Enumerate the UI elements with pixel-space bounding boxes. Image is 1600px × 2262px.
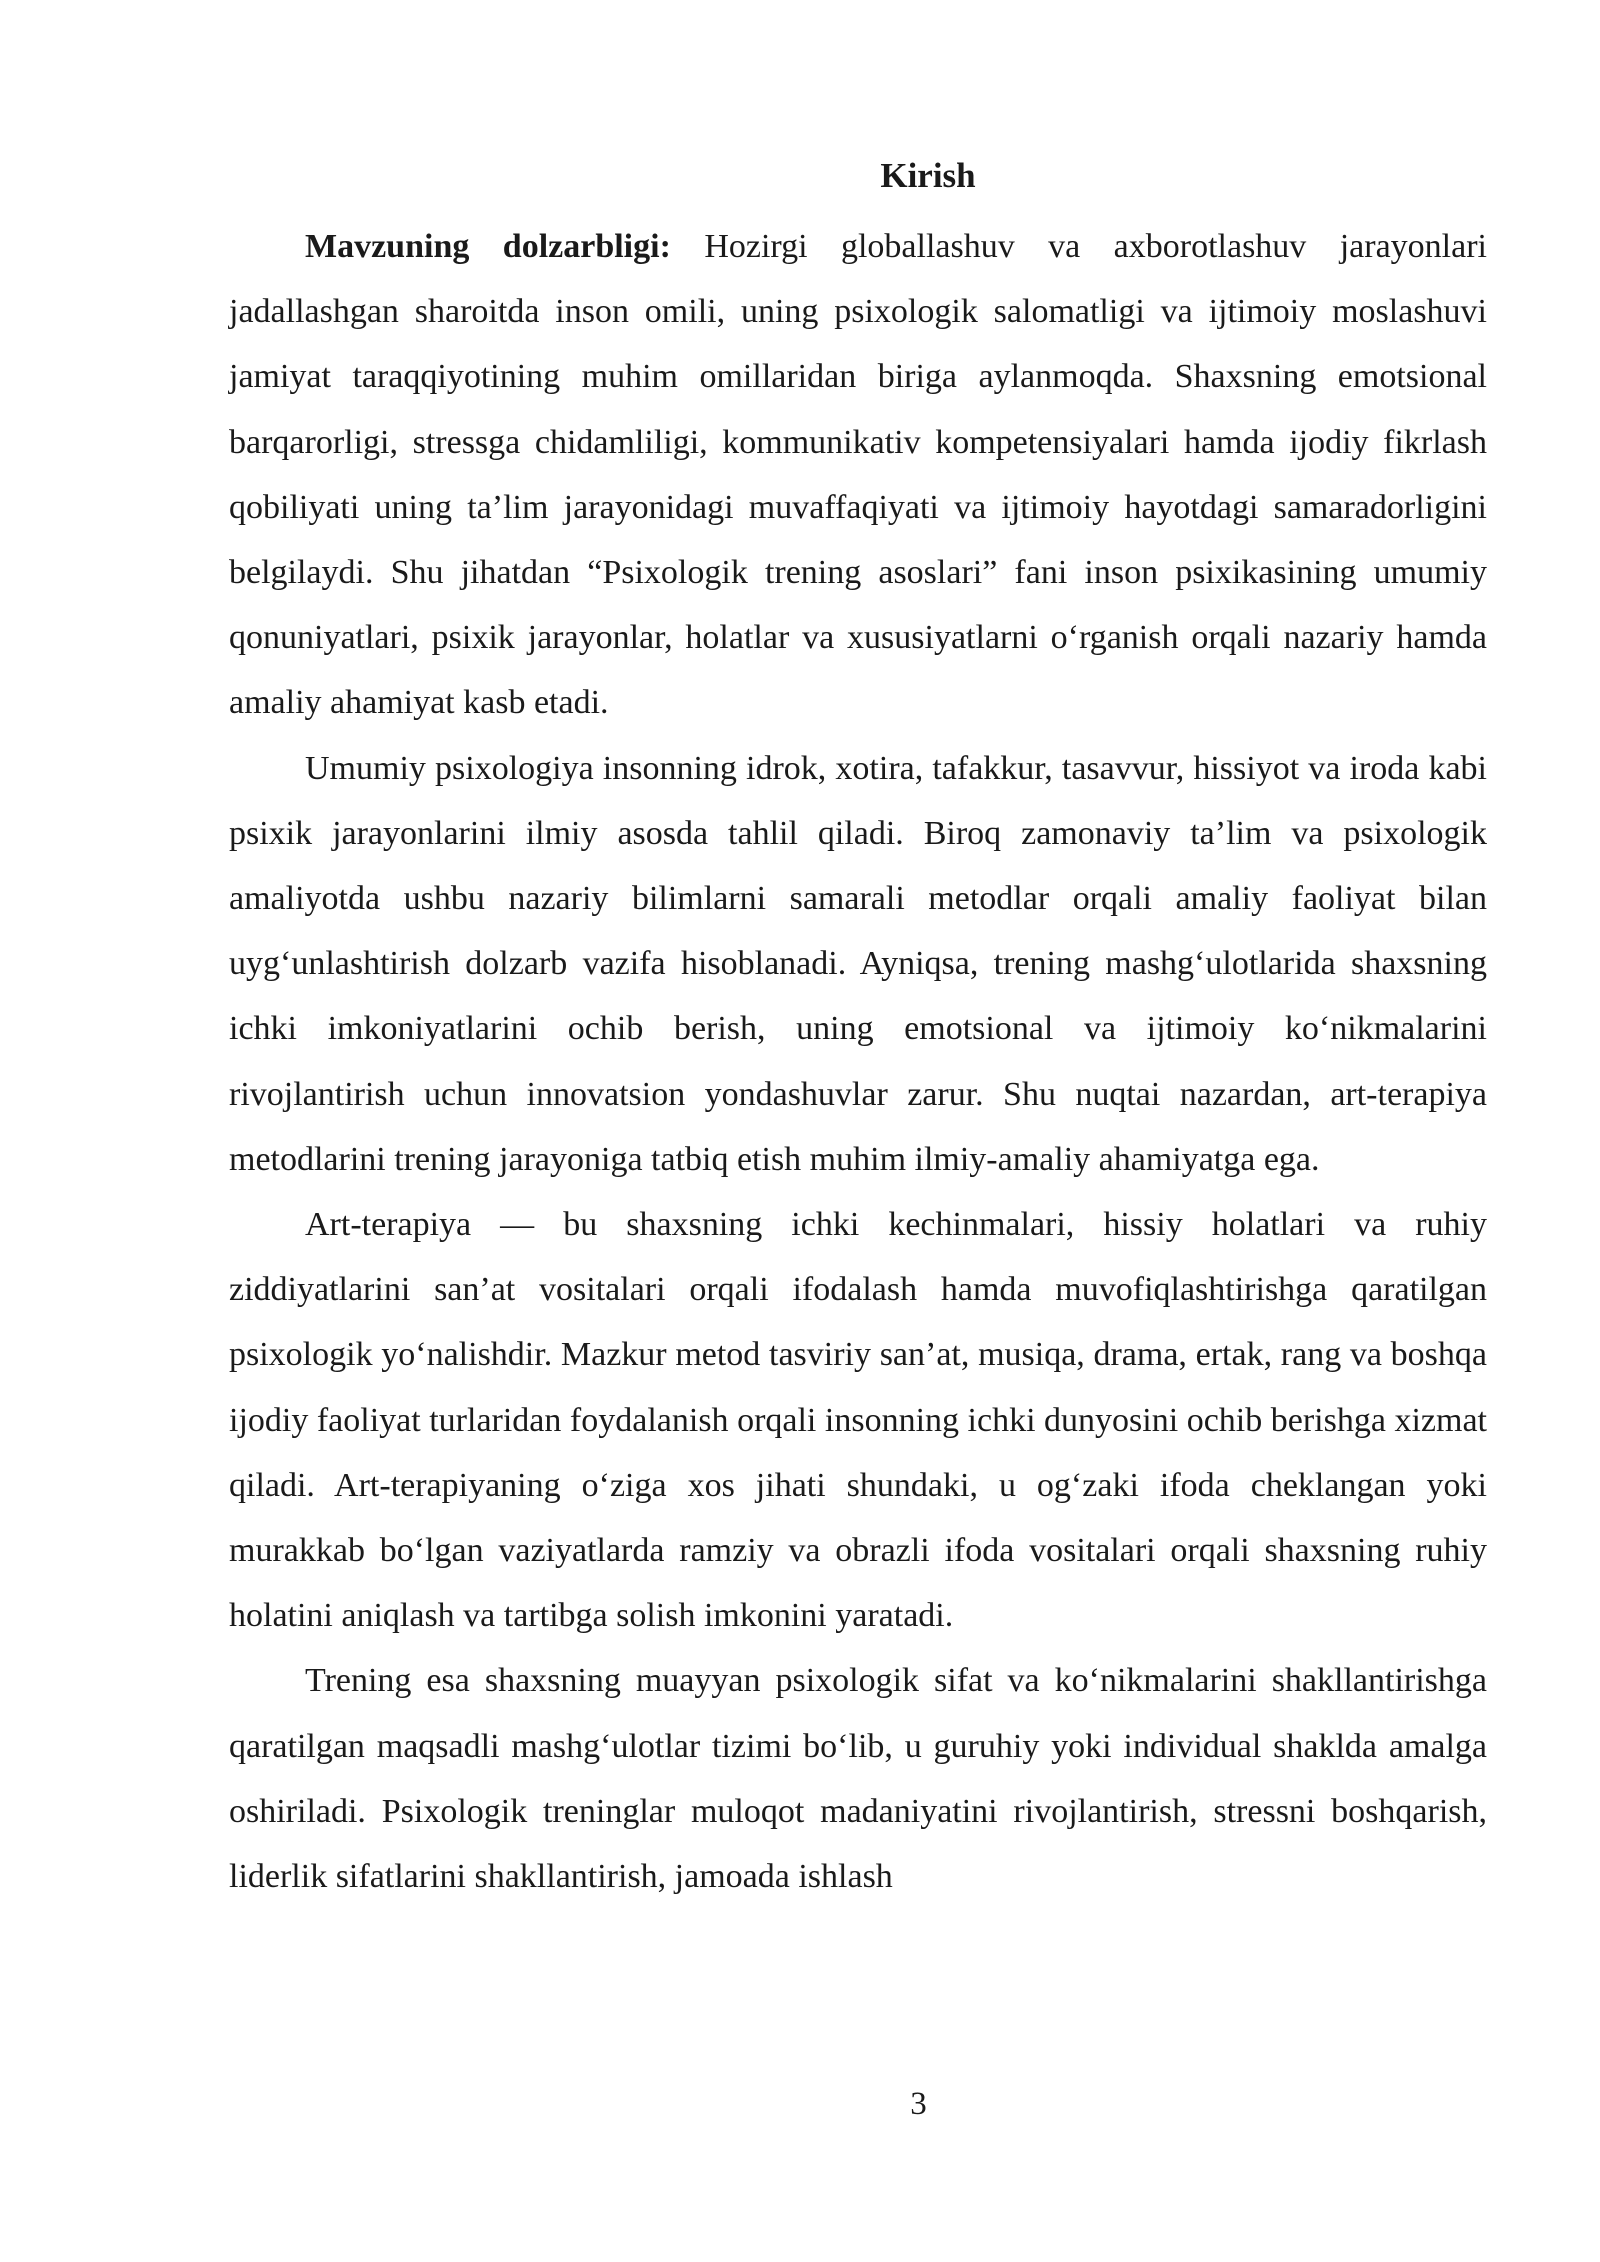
paragraph-training: Trening esa shaxsning muayyan psixologik sifat va ko‘nikmalarini shakllantirishga qaratilgan maqsadli mashg‘ulotlar tizimi bo‘lib, u guruhiy yoki individual shaklda amalga oshiriladi. Psixologik treninglar muloqot madaniyatini rivojlantirish, stressni boshqarish, liderlik sifatlarini shakllantirish, jamoada ishlash (229, 1662, 1487, 1896)
page-number: 3 (910, 2086, 927, 2122)
paragraph-art-therapy: Art-terapiya — bu shaxsning ichki kechinmalari, hissiy holatlari va ruhiy ziddiyatlarini san’at vositalari orqali ifodalash hamda muvofiqlashtirishga qaratilgan psixologik yo‘nalishdir. Mazkur metod tasviriy san’at, musiqa, drama, ertak, rang va boshqa ijodiy faoliyat turlaridan foydalanish orqali insonning ichki dunyosini ochib berishga xizmat qiladi. Art-terapiyaning o‘ziga xos jihati shundaki, u og‘zaki ifoda cheklangan yoki murakkab bo‘lgan vaziyatlarda ramziy va obrazli ifoda vositalari orqali shaxsning ruhiy holatini aniqlash va tartibga solish imkonini yaratadi. (229, 1206, 1487, 1635)
paragraph-lead-bold: Mavzuning dolzarbligi: (305, 228, 671, 265)
paragraph-text: Hozirgi globallashuv va axborotlashuv jarayonlari jadallashgan sharoitda inson omili, uning psixologik salomatligi va ijtimoiy moslashuvi jamiyat taraqqiyotining muhim omillaridan biriga aylanmoqda. Shaxsning emotsional barqarorligi, stressga chidamliligi, kommunikativ kompetensiyalari hamda ijodiy fikrlash qobiliyati uning ta’lim jarayonidagi muvaffaqiyati va ijtimoiy hayotdagi samaradorligini belgilaydi. Shu jihatdan “Psixologik trening asoslari” fani inson psixikasining umumiy qonuniyatlari, psixik jarayonlar, holatlar va xususiyatlarni o‘rganish orqali nazariy hamda amaliy ahamiyat kasb etadi. (229, 228, 1487, 722)
page-content (229, 148, 1487, 1909)
section-heading: Kirish (880, 156, 976, 195)
paragraph-general-psychology: Umumiy psixologiya insonning idrok, xotira, tafakkur, tasavvur, hissiyot va iroda kabi psixik jarayonlarini ilmiy asosda tahlil qiladi. Biroq zamonaviy ta’lim va psixologik amaliyotda ushbu nazariy bilimlarni samarali metodlar orqali amaliy faoliyat bilan uyg‘unlashtirish dolzarb vazifa hisoblanadi. Ayniqsa, trening mashg‘ulotlarida shaxsning ichki imkoniyatlarini ochib berish, uning emotsional va ijtimoiy ko‘nikmalarini rivojlantirish uchun innovatsion yondashuvlar zarur. Shu nuqtai nazardan, art-terapiya metodlarini trening jarayoniga tatbiq etish muhim ilmiy-amaliy ahamiyatga ega. (229, 749, 1487, 1178)
paragraph-relevance (229, 214, 1487, 736)
